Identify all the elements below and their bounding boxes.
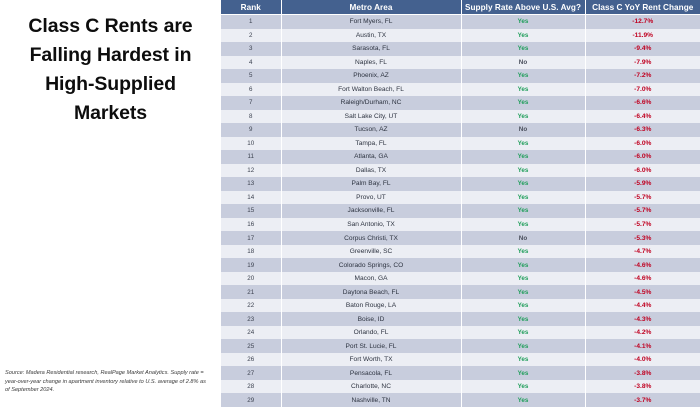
cell-change: -3.8%	[585, 380, 700, 394]
column-header-change: Class C YoY Rent Change	[585, 0, 700, 15]
cell-metro: Macon, GA	[281, 272, 461, 286]
cell-rank: 3	[221, 42, 281, 56]
cell-rank: 28	[221, 380, 281, 394]
table-row	[221, 339, 700, 353]
left-panel	[0, 0, 221, 407]
cell-rank: 29	[221, 393, 281, 407]
table-row	[221, 245, 700, 259]
cell-supply: Yes	[461, 366, 585, 380]
cell-supply: Yes	[461, 150, 585, 164]
cell-metro: Baton Rouge, LA	[281, 299, 461, 313]
cell-change: -9.4%	[585, 42, 700, 56]
table-row	[221, 150, 700, 164]
table-row	[221, 231, 700, 245]
cell-supply: Yes	[461, 204, 585, 218]
table-row	[221, 137, 700, 151]
cell-supply: Yes	[461, 245, 585, 259]
cell-metro: Austin, TX	[281, 29, 461, 43]
cell-change: -7.9%	[585, 56, 700, 70]
table-row	[221, 96, 700, 110]
table-row	[221, 69, 700, 83]
cell-supply: Yes	[461, 312, 585, 326]
cell-change: -6.0%	[585, 164, 700, 178]
table-row	[221, 164, 700, 178]
rent-table-container	[221, 0, 700, 407]
cell-metro: Charlotte, NC	[281, 380, 461, 394]
cell-change: -6.0%	[585, 150, 700, 164]
table-header	[221, 0, 700, 15]
cell-rank: 25	[221, 339, 281, 353]
cell-metro: Tucson, AZ	[281, 123, 461, 137]
cell-rank: 16	[221, 218, 281, 232]
cell-change: -4.6%	[585, 258, 700, 272]
cell-rank: 24	[221, 326, 281, 340]
cell-supply: Yes	[461, 164, 585, 178]
cell-supply: Yes	[461, 258, 585, 272]
cell-change: -4.7%	[585, 245, 700, 259]
table-row	[221, 204, 700, 218]
table-row	[221, 110, 700, 124]
table-header-row	[221, 0, 700, 15]
source-footnote: Source: Madera Residential research, RealPage Market Analytics. Supply rate = year-over-year change in apartment inventory relative to U.S. average of 2.8% as of September 2024.	[5, 370, 206, 394]
cell-supply: Yes	[461, 191, 585, 205]
table-row	[221, 56, 700, 70]
table-row	[221, 393, 700, 407]
cell-rank: 1	[221, 15, 281, 29]
cell-supply: No	[461, 56, 585, 70]
cell-supply: Yes	[461, 218, 585, 232]
column-header-supply: Supply Rate Above U.S. Avg?	[461, 0, 585, 15]
cell-metro: Provo, UT	[281, 191, 461, 205]
cell-rank: 14	[221, 191, 281, 205]
table-row	[221, 177, 700, 191]
cell-rank: 11	[221, 150, 281, 164]
cell-metro: Raleigh/Durham, NC	[281, 96, 461, 110]
table-row	[221, 312, 700, 326]
cell-metro: Pensacola, FL	[281, 366, 461, 380]
cell-rank: 27	[221, 366, 281, 380]
cell-metro: Phoenix, AZ	[281, 69, 461, 83]
cell-change: -6.4%	[585, 110, 700, 124]
cell-supply: Yes	[461, 339, 585, 353]
cell-metro: Fort Walton Beach, FL	[281, 83, 461, 97]
rent-table	[221, 0, 700, 407]
cell-supply: Yes	[461, 69, 585, 83]
cell-change: -12.7%	[585, 15, 700, 29]
cell-metro: Orlando, FL	[281, 326, 461, 340]
cell-rank: 20	[221, 272, 281, 286]
table-body	[221, 15, 700, 407]
cell-metro: Jacksonville, FL	[281, 204, 461, 218]
table-row	[221, 353, 700, 367]
cell-change: -7.0%	[585, 83, 700, 97]
cell-change: -4.3%	[585, 312, 700, 326]
cell-supply: Yes	[461, 110, 585, 124]
cell-rank: 4	[221, 56, 281, 70]
table-row	[221, 15, 700, 29]
cell-metro: Salt Lake City, UT	[281, 110, 461, 124]
cell-metro: Greenville, SC	[281, 245, 461, 259]
cell-change: -5.9%	[585, 177, 700, 191]
cell-metro: San Antonio, TX	[281, 218, 461, 232]
cell-supply: Yes	[461, 326, 585, 340]
cell-supply: Yes	[461, 42, 585, 56]
cell-change: -6.6%	[585, 96, 700, 110]
cell-rank: 7	[221, 96, 281, 110]
table-row	[221, 123, 700, 137]
cell-supply: Yes	[461, 353, 585, 367]
cell-supply: No	[461, 231, 585, 245]
cell-metro: Fort Worth, TX	[281, 353, 461, 367]
cell-rank: 6	[221, 83, 281, 97]
cell-metro: Nashville, TN	[281, 393, 461, 407]
cell-metro: Dallas, TX	[281, 164, 461, 178]
table-row	[221, 42, 700, 56]
cell-supply: Yes	[461, 29, 585, 43]
cell-change: -4.2%	[585, 326, 700, 340]
cell-rank: 12	[221, 164, 281, 178]
cell-change: -3.8%	[585, 366, 700, 380]
page-title: Class C Rents are Falling Hardest in High-Supplied Markets	[28, 15, 193, 124]
cell-rank: 18	[221, 245, 281, 259]
cell-change: -11.9%	[585, 29, 700, 43]
cell-metro: Daytona Beach, FL	[281, 285, 461, 299]
cell-rank: 9	[221, 123, 281, 137]
cell-rank: 17	[221, 231, 281, 245]
cell-supply: Yes	[461, 285, 585, 299]
cell-metro: Palm Bay, FL	[281, 177, 461, 191]
cell-change: -4.0%	[585, 353, 700, 367]
cell-metro: Tampa, FL	[281, 137, 461, 151]
cell-rank: 26	[221, 353, 281, 367]
cell-change: -4.5%	[585, 285, 700, 299]
cell-change: -4.1%	[585, 339, 700, 353]
table-row	[221, 258, 700, 272]
cell-rank: 13	[221, 177, 281, 191]
cell-rank: 22	[221, 299, 281, 313]
cell-supply: Yes	[461, 272, 585, 286]
table-row	[221, 218, 700, 232]
cell-change: -7.2%	[585, 69, 700, 83]
cell-supply: Yes	[461, 299, 585, 313]
cell-metro: Atlanta, GA	[281, 150, 461, 164]
cell-change: -5.3%	[585, 231, 700, 245]
cell-supply: Yes	[461, 393, 585, 407]
table-row	[221, 326, 700, 340]
table-row	[221, 380, 700, 394]
cell-metro: Sarasota, FL	[281, 42, 461, 56]
cell-change: -4.6%	[585, 272, 700, 286]
cell-rank: 23	[221, 312, 281, 326]
cell-rank: 5	[221, 69, 281, 83]
cell-supply: Yes	[461, 137, 585, 151]
cell-supply: Yes	[461, 83, 585, 97]
cell-rank: 21	[221, 285, 281, 299]
cell-rank: 19	[221, 258, 281, 272]
cell-metro: Boise, ID	[281, 312, 461, 326]
cell-metro: Colorado Springs, CO	[281, 258, 461, 272]
cell-metro: Naples, FL	[281, 56, 461, 70]
cell-rank: 2	[221, 29, 281, 43]
cell-supply: Yes	[461, 380, 585, 394]
cell-supply: Yes	[461, 96, 585, 110]
cell-change: -3.7%	[585, 393, 700, 407]
cell-rank: 8	[221, 110, 281, 124]
cell-supply: Yes	[461, 15, 585, 29]
table-row	[221, 29, 700, 43]
cell-change: -5.7%	[585, 218, 700, 232]
cell-supply: No	[461, 123, 585, 137]
cell-metro: Corpus Christi, TX	[281, 231, 461, 245]
cell-change: -6.0%	[585, 137, 700, 151]
cell-rank: 10	[221, 137, 281, 151]
cell-metro: Port St. Lucie, FL	[281, 339, 461, 353]
cell-metro: Fort Myers, FL	[281, 15, 461, 29]
cell-change: -5.7%	[585, 191, 700, 205]
table-row	[221, 366, 700, 380]
column-header-rank: Rank	[221, 0, 281, 15]
table-row	[221, 285, 700, 299]
table-row	[221, 272, 700, 286]
cell-rank: 15	[221, 204, 281, 218]
table-row	[221, 299, 700, 313]
cell-change: -4.4%	[585, 299, 700, 313]
cell-supply: Yes	[461, 177, 585, 191]
column-header-metro: Metro Area	[281, 0, 461, 15]
cell-change: -6.3%	[585, 123, 700, 137]
table-row	[221, 191, 700, 205]
table-row	[221, 83, 700, 97]
cell-change: -5.7%	[585, 204, 700, 218]
